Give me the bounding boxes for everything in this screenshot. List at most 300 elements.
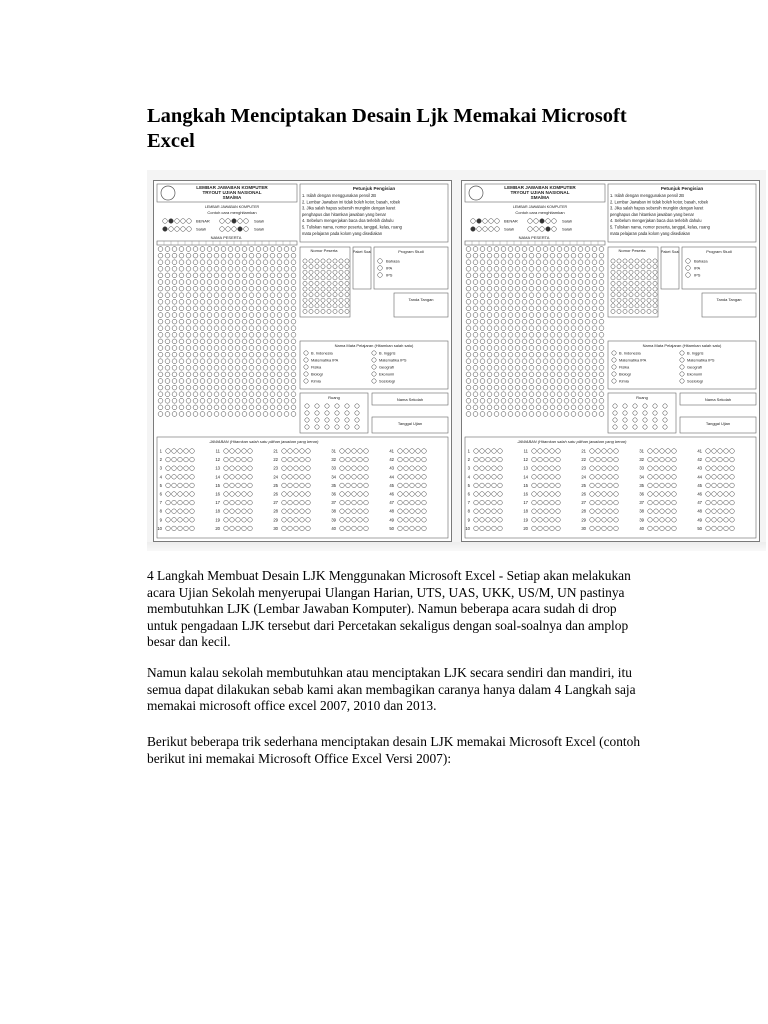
answer-bubble xyxy=(653,287,657,291)
answer-bubble xyxy=(282,449,287,454)
answer-bubble xyxy=(270,379,275,384)
answer-bubble xyxy=(263,346,268,351)
answer-bubble xyxy=(333,298,337,302)
answer-bubble xyxy=(358,500,363,505)
answer-bubble xyxy=(501,247,506,252)
answer-bubble xyxy=(578,306,583,311)
answer-number: 21 xyxy=(273,448,278,454)
answer-bubble xyxy=(294,509,299,514)
answer-bubble xyxy=(221,372,226,377)
answer-bubble xyxy=(578,385,583,390)
answer-bubble xyxy=(242,346,247,351)
answer-bubble xyxy=(214,313,219,318)
answer-bubble xyxy=(641,298,645,302)
answer-bubble xyxy=(187,219,192,224)
answer-bubble xyxy=(508,346,513,351)
answer-bubble xyxy=(494,392,499,397)
answer-bubble xyxy=(529,280,534,285)
answer-bubble xyxy=(599,405,604,410)
answer-bubble xyxy=(466,352,471,357)
answer-bubble xyxy=(501,313,506,318)
answer-bubble xyxy=(550,339,555,344)
header-line: SMA/MA xyxy=(222,195,242,200)
answer-bubble xyxy=(179,359,184,364)
answer-bubble xyxy=(474,457,479,462)
answer-bubble xyxy=(214,339,219,344)
answer-bubble xyxy=(501,253,506,258)
answer-bubble xyxy=(315,281,319,285)
answer-bubble xyxy=(536,326,541,331)
answer-bubble xyxy=(200,266,205,271)
answer-bubble xyxy=(340,457,345,462)
answer-bubble xyxy=(508,266,513,271)
answer-bubble xyxy=(193,293,198,298)
answer-bubble xyxy=(480,352,485,357)
answer-bubble xyxy=(590,457,595,462)
answer-bubble xyxy=(422,492,427,497)
answer-bubble xyxy=(306,483,311,488)
answer-bubble xyxy=(172,293,177,298)
answer-bubble xyxy=(473,352,478,357)
answer-bubble xyxy=(263,405,268,410)
answer-bubble xyxy=(612,358,616,362)
answer-bubble xyxy=(404,475,409,480)
answer-bubble xyxy=(284,412,289,417)
answer-bubble xyxy=(629,270,633,274)
answer-bubble xyxy=(585,266,590,271)
answer-bubble xyxy=(522,326,527,331)
answer-bubble xyxy=(528,219,533,224)
answer-bubble xyxy=(327,304,331,308)
answer-bubble xyxy=(522,385,527,390)
answer-bubble xyxy=(550,449,555,454)
answer-bubble xyxy=(235,412,240,417)
answer-bubble xyxy=(492,457,497,462)
answer-bubble xyxy=(158,398,163,403)
answer-bubble xyxy=(672,449,677,454)
answer-bubble xyxy=(501,392,506,397)
answer-bubble xyxy=(291,332,296,337)
answer-bubble xyxy=(190,518,195,523)
answer-bubble xyxy=(327,298,331,302)
answer-bubble xyxy=(571,260,576,265)
answer-bubble xyxy=(291,273,296,278)
answer-bubble xyxy=(515,365,520,370)
answer-bubble xyxy=(515,313,520,318)
answer-bubble xyxy=(242,449,247,454)
answer-bubble xyxy=(599,266,604,271)
answer-bubble xyxy=(172,509,177,514)
answer-bubble xyxy=(172,266,177,271)
answer-bubble xyxy=(300,518,305,523)
answer-bubble xyxy=(214,293,219,298)
answer-bubble xyxy=(263,379,268,384)
answer-bubble xyxy=(333,265,337,269)
answer-bubble xyxy=(494,273,499,278)
answer-bubble xyxy=(190,457,195,462)
paket-label: Paket Soal xyxy=(352,250,372,254)
answer-bubble xyxy=(578,405,583,410)
answer-bubble xyxy=(242,280,247,285)
answer-bubble xyxy=(564,306,569,311)
answer-bubble xyxy=(291,313,296,318)
answer-bubble xyxy=(611,304,615,308)
answer-bubble xyxy=(557,332,562,337)
answer-bubble xyxy=(235,266,240,271)
answer-bubble xyxy=(629,309,633,313)
answer-bubble xyxy=(647,265,651,269)
answer-bubble xyxy=(564,293,569,298)
answer-bubble xyxy=(596,526,601,531)
answer-bubble xyxy=(543,280,548,285)
answer-bubble xyxy=(660,509,665,514)
answer-bubble xyxy=(611,309,615,313)
instruction-line: penghapus dan hitamkan jawaban yang benar xyxy=(302,211,386,217)
answer-bubble xyxy=(680,365,684,369)
answer-bubble xyxy=(730,500,735,505)
answer-number: 7 xyxy=(159,500,162,506)
answer-bubble xyxy=(200,412,205,417)
answer-bubble xyxy=(585,379,590,384)
answer-bubble xyxy=(473,313,478,318)
answer-bubble xyxy=(724,483,729,488)
answer-bubble xyxy=(214,398,219,403)
answer-bubble xyxy=(221,286,226,291)
answer-bubble xyxy=(536,247,541,252)
answer-bubble xyxy=(398,526,403,531)
answer-bubble xyxy=(165,346,170,351)
answer-bubble xyxy=(200,385,205,390)
answer-bubble xyxy=(193,332,198,337)
answer-bubble xyxy=(480,280,485,285)
answer-bubble xyxy=(592,352,597,357)
answer-bubble xyxy=(480,247,485,252)
answer-bubble xyxy=(730,518,735,523)
answer-bubble xyxy=(643,425,647,429)
answer-bubble xyxy=(550,273,555,278)
answer-bubble xyxy=(309,287,313,291)
answer-bubble xyxy=(635,287,639,291)
answer-bubble xyxy=(550,319,555,324)
answer-bubble xyxy=(578,299,583,304)
answer-bubble xyxy=(282,518,287,523)
answer-bubble xyxy=(256,286,261,291)
answer-bubble xyxy=(345,287,349,291)
answer-bubble xyxy=(378,273,383,278)
answer-bubble xyxy=(480,293,485,298)
answer-bubble xyxy=(686,259,691,264)
answer-bubble xyxy=(256,332,261,337)
answer-bubble xyxy=(613,418,617,422)
answer-bubble xyxy=(256,365,261,370)
answer-bubble xyxy=(333,304,337,308)
answer-bubble xyxy=(291,306,296,311)
answer-bubble xyxy=(277,319,282,324)
answer-bubble xyxy=(294,526,299,531)
answer-bubble xyxy=(534,219,539,224)
wrong-label: Salah xyxy=(562,218,573,224)
answer-bubble xyxy=(486,457,491,462)
answer-bubble xyxy=(221,306,226,311)
answer-bubble xyxy=(256,306,261,311)
answer-bubble xyxy=(346,466,351,471)
answer-bubble xyxy=(522,299,527,304)
answer-bubble xyxy=(235,352,240,357)
answer-bubble xyxy=(315,293,319,297)
answer-bubble xyxy=(680,358,684,362)
answer-number: 4 xyxy=(467,474,470,480)
answer-bubble xyxy=(480,518,485,523)
answer-bubble xyxy=(494,405,499,410)
answer-bubble xyxy=(220,227,225,232)
answer-number: 42 xyxy=(697,457,702,463)
answer-number: 2 xyxy=(467,457,470,463)
answer-bubble xyxy=(228,247,233,252)
answer-bubble xyxy=(492,518,497,523)
answer-bubble xyxy=(224,483,229,488)
answer-bubble xyxy=(522,412,527,417)
answer-bubble xyxy=(333,276,337,280)
answer-bubble xyxy=(529,332,534,337)
answer-bubble xyxy=(263,326,268,331)
answer-bubble xyxy=(256,379,261,384)
answer-bubble xyxy=(666,475,671,480)
answer-bubble xyxy=(585,359,590,364)
answer-bubble xyxy=(333,270,337,274)
answer-bubble xyxy=(473,365,478,370)
answer-bubble xyxy=(228,412,233,417)
answer-bubble xyxy=(224,492,229,497)
answer-bubble xyxy=(248,509,253,514)
answer-bubble xyxy=(315,418,319,422)
answer-bubble xyxy=(480,306,485,311)
answer-bubble xyxy=(186,379,191,384)
subject-option: Matematika IPS xyxy=(687,357,715,363)
answer-bubble xyxy=(564,286,569,291)
answer-bubble xyxy=(724,457,729,462)
answer-bubble xyxy=(165,260,170,265)
answer-bubble xyxy=(578,412,583,417)
answer-bubble xyxy=(648,457,653,462)
answer-bubble xyxy=(536,260,541,265)
answer-bubble xyxy=(550,412,555,417)
answer-bubble xyxy=(466,299,471,304)
answer-bubble xyxy=(158,392,163,397)
answer-bubble xyxy=(335,411,339,415)
answer-bubble xyxy=(571,266,576,271)
answer-bubble xyxy=(277,260,282,265)
answer-bubble xyxy=(578,332,583,337)
answer-bubble xyxy=(571,293,576,298)
answer-bubble xyxy=(647,259,651,263)
answer-bubble xyxy=(335,418,339,422)
answer-bubble xyxy=(602,518,607,523)
ljk-figure xyxy=(147,170,766,551)
answer-bubble xyxy=(207,379,212,384)
article-title: Langkah Menciptakan Desain Ljk Memakai Microsoft Excel xyxy=(147,105,627,152)
answer-bubble xyxy=(165,306,170,311)
answer-bubble xyxy=(653,276,657,280)
answer-bubble xyxy=(214,385,219,390)
answer-bubble xyxy=(706,500,711,505)
answer-number: 31 xyxy=(331,448,336,454)
answer-bubble xyxy=(236,466,241,471)
answer-bubble xyxy=(416,509,421,514)
answer-bubble xyxy=(214,266,219,271)
answer-bubble xyxy=(564,247,569,252)
answer-bubble xyxy=(508,273,513,278)
answer-bubble xyxy=(501,299,506,304)
answer-bubble xyxy=(599,326,604,331)
answer-bubble xyxy=(480,273,485,278)
answer-bubble xyxy=(300,500,305,505)
answer-number: 35 xyxy=(331,482,336,488)
answer-bubble xyxy=(538,492,543,497)
answer-bubble xyxy=(538,466,543,471)
answer-bubble xyxy=(635,281,639,285)
answer-bubble xyxy=(242,518,247,523)
answer-bubble xyxy=(284,346,289,351)
answer-bubble xyxy=(515,273,520,278)
answer-bubble xyxy=(221,266,226,271)
answer-bubble xyxy=(666,449,671,454)
answer-bubble xyxy=(474,483,479,488)
answer-bubble xyxy=(270,293,275,298)
answer-bubble xyxy=(270,319,275,324)
answer-bubble xyxy=(207,253,212,258)
answer-bubble xyxy=(508,253,513,258)
answer-bubble xyxy=(355,404,359,408)
answer-bubble xyxy=(473,286,478,291)
answer-bubble xyxy=(494,352,499,357)
answer-bubble xyxy=(550,466,555,471)
answer-bubble xyxy=(599,392,604,397)
answer-bubble xyxy=(529,313,534,318)
answer-bubble xyxy=(501,293,506,298)
answer-bubble xyxy=(730,492,735,497)
answer-bubble xyxy=(487,273,492,278)
answer-bubble xyxy=(340,518,345,523)
answer-bubble xyxy=(653,281,657,285)
answer-bubble xyxy=(557,299,562,304)
answer-bubble xyxy=(623,259,627,263)
answer-bubble xyxy=(536,299,541,304)
answer-bubble xyxy=(179,280,184,285)
answer-bubble xyxy=(221,273,226,278)
answer-bubble xyxy=(602,466,607,471)
answer-bubble xyxy=(179,293,184,298)
answer-bubble xyxy=(486,492,491,497)
answer-bubble xyxy=(282,526,287,531)
answer-bubble xyxy=(304,372,308,376)
answer-bubble xyxy=(294,483,299,488)
answer-bubble xyxy=(536,273,541,278)
sub-header: LEMBAR JAWABAN KOMPUTER xyxy=(512,205,568,209)
answer-bubble xyxy=(480,346,485,351)
answer-bubble xyxy=(165,359,170,364)
answer-bubble xyxy=(179,299,184,304)
answer-bubble xyxy=(585,247,590,252)
answer-bubble xyxy=(169,227,174,232)
answer-number: 23 xyxy=(273,465,278,471)
answer-bubble xyxy=(550,359,555,364)
answer-bubble xyxy=(666,492,671,497)
paket-label: Paket Soal xyxy=(660,250,680,254)
answer-bubble xyxy=(529,306,534,311)
answer-bubble xyxy=(611,259,615,263)
answer-number: 12 xyxy=(523,457,528,463)
answer-bubble xyxy=(466,359,471,364)
answer-bubble xyxy=(306,475,311,480)
answer-bubble xyxy=(641,281,645,285)
answer-bubble xyxy=(578,273,583,278)
answer-bubble xyxy=(532,457,537,462)
answer-bubble xyxy=(550,313,555,318)
answer-bubble xyxy=(158,365,163,370)
answer-bubble xyxy=(599,385,604,390)
answer-bubble xyxy=(249,346,254,351)
answer-bubble xyxy=(666,518,671,523)
answer-bubble xyxy=(602,449,607,454)
answer-bubble xyxy=(248,526,253,531)
answer-bubble xyxy=(200,306,205,311)
answer-bubble xyxy=(578,260,583,265)
answer-bubble xyxy=(550,392,555,397)
answer-bubble xyxy=(358,518,363,523)
answer-bubble xyxy=(571,412,576,417)
answer-bubble xyxy=(543,273,548,278)
answer-bubble xyxy=(228,398,233,403)
answer-bubble xyxy=(228,253,233,258)
answer-bubble xyxy=(608,492,613,497)
answer-bubble xyxy=(613,411,617,415)
answer-bubble xyxy=(291,286,296,291)
answer-bubble xyxy=(340,500,345,505)
answer-bubble xyxy=(228,379,233,384)
answer-bubble xyxy=(550,385,555,390)
answer-bubble xyxy=(653,411,657,415)
answer-bubble xyxy=(284,332,289,337)
answer-bubble xyxy=(242,306,247,311)
answer-bubble xyxy=(585,405,590,410)
answer-bubble xyxy=(228,372,233,377)
answer-number: 25 xyxy=(581,482,586,488)
answer-bubble xyxy=(242,260,247,265)
answer-number: 9 xyxy=(159,517,162,523)
answer-bubble xyxy=(228,319,233,324)
answer-bubble xyxy=(612,351,616,355)
answer-bubble xyxy=(306,509,311,514)
answer-bubble xyxy=(193,372,198,377)
answer-bubble xyxy=(291,346,296,351)
answer-bubble xyxy=(172,475,177,480)
answer-bubble xyxy=(207,359,212,364)
answer-bubble xyxy=(242,293,247,298)
answer-bubble xyxy=(599,286,604,291)
answer-bubble xyxy=(480,405,485,410)
answer-bubble xyxy=(614,466,619,471)
answer-bubble xyxy=(550,457,555,462)
answer-bubble xyxy=(724,466,729,471)
room-label: Ruang xyxy=(636,395,648,400)
answer-bubble xyxy=(294,475,299,480)
answer-bubble xyxy=(508,379,513,384)
answer-bubble xyxy=(550,526,555,531)
answer-bubble xyxy=(304,365,308,369)
answer-bubble xyxy=(345,259,349,263)
answer-bubble xyxy=(172,500,177,505)
answer-bubble xyxy=(224,457,229,462)
